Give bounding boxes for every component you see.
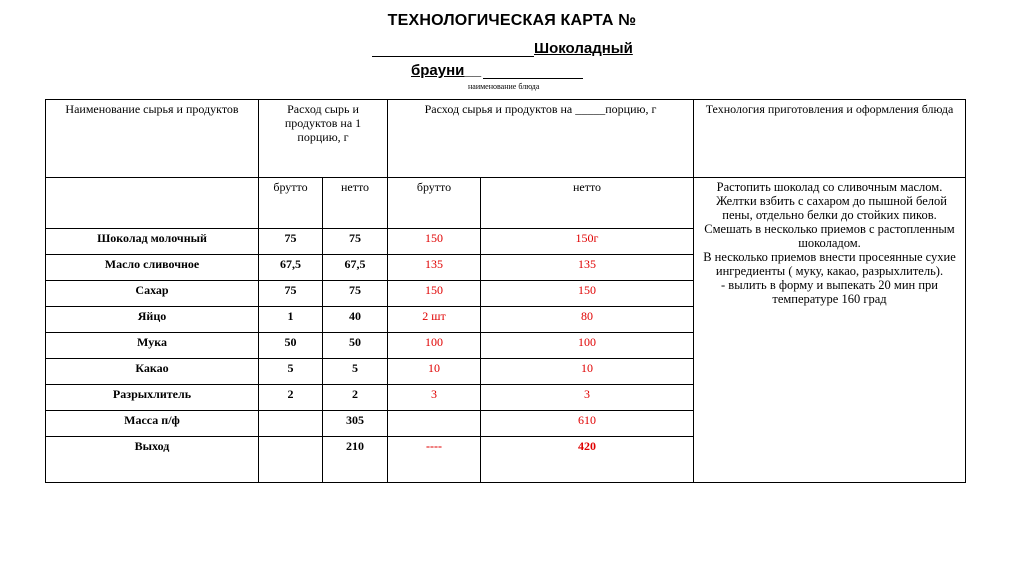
netto-per-one: 50: [323, 333, 388, 359]
brutto-per-one: [259, 437, 323, 483]
netto-per-one: 75: [323, 229, 388, 255]
brutto-per-one: 75: [259, 229, 323, 255]
netto-per-one: 5: [323, 359, 388, 385]
ingredient-name: Выход: [46, 437, 259, 483]
subheader-row: [46, 178, 966, 229]
brutto-per-one: 1: [259, 307, 323, 333]
brutto-per-n: 150: [388, 229, 481, 255]
netto-per-n: 420: [481, 437, 694, 483]
subheader-brutto-2: брутто: [388, 178, 481, 229]
dish-name-line-2: [411, 62, 583, 79]
netto-per-n: 150: [481, 281, 694, 307]
technology-step-3: В несколько приемов внести просеянные сухие ингредиенты ( муку, какао, разрыхлитель).: [703, 250, 956, 278]
brutto-per-n: [388, 411, 481, 437]
ingredient-name: Какао: [46, 359, 259, 385]
netto-per-n: 135: [481, 255, 694, 281]
header-per-n: Расход сырья и продуктов на _____порцию, г: [388, 100, 694, 178]
technology-step-1: Растопить шоколад со сливочным маслом.: [716, 180, 943, 194]
brutto-per-one: 5: [259, 359, 323, 385]
netto-per-one: 67,5: [323, 255, 388, 281]
ingredient-name: Разрыхлитель: [46, 385, 259, 411]
brutto-per-one: 67,5: [259, 255, 323, 281]
ingredient-name: Шоколад молочный: [46, 229, 259, 255]
technology-step-2: Желтки взбить с сахаром до пышной белой пены, отдельно белки до стойких пиков. Смешать в несколько приемов с растопленным шоколадом.: [704, 194, 955, 250]
netto-per-one: 75: [323, 281, 388, 307]
technology-text: [694, 178, 966, 483]
header-ingredient: Наименование сырья и продуктов: [46, 100, 259, 178]
ingredient-name: Сахар: [46, 281, 259, 307]
subheader-netto-1: нетто: [323, 178, 388, 229]
netto-per-one: 210: [323, 437, 388, 483]
netto-per-n: 10: [481, 359, 694, 385]
netto-per-one: 2: [323, 385, 388, 411]
header-technology: Технология приготовления и оформления блюда: [694, 100, 966, 178]
dish-name-caption: наименование блюда: [468, 82, 540, 91]
netto-per-one: 305: [323, 411, 388, 437]
dish-name-part-2: брауни: [411, 62, 465, 79]
netto-per-n: 3: [481, 385, 694, 411]
dish-name-line-1: [372, 40, 633, 57]
subheader-empty: [46, 178, 259, 229]
brutto-per-one: 2: [259, 385, 323, 411]
dish-name-blank: [372, 42, 534, 57]
brutto-per-n: 3: [388, 385, 481, 411]
netto-per-n: 150г: [481, 229, 694, 255]
brutto-per-n: 10: [388, 359, 481, 385]
dish-name-tail-line: [483, 66, 583, 79]
brutto-per-n: 150: [388, 281, 481, 307]
brutto-per-one: 75: [259, 281, 323, 307]
brutto-per-n: 100: [388, 333, 481, 359]
netto-per-n: 100: [481, 333, 694, 359]
dish-name-part-1: Шоколадный: [534, 40, 633, 57]
header-per-one: Расход сырь и продуктов на 1 порцию, г: [259, 100, 388, 178]
subheader-brutto-1: брутто: [259, 178, 323, 229]
netto-per-n: 610: [481, 411, 694, 437]
brutto-per-n: 2 шт: [388, 307, 481, 333]
brutto-per-one: [259, 411, 323, 437]
header-row: [46, 100, 966, 178]
ingredient-name: Мука: [46, 333, 259, 359]
technology-step-4: - вылить в форму и выпекать 20 мин при температуре 160 град: [721, 278, 938, 306]
brutto-per-n: ----: [388, 437, 481, 483]
brutto-per-n: 135: [388, 255, 481, 281]
ingredient-name: Масло сливочное: [46, 255, 259, 281]
page-title: ТЕХНОЛОГИЧЕСКАЯ КАРТА №: [387, 12, 637, 29]
netto-per-one: 40: [323, 307, 388, 333]
tech-card-table: [45, 99, 966, 483]
dish-name-underscores: __: [464, 62, 482, 79]
netto-per-n: 80: [481, 307, 694, 333]
subheader-netto-2: нетто: [481, 178, 694, 229]
ingredient-name: Масса п/ф: [46, 411, 259, 437]
ingredient-name: Яйцо: [46, 307, 259, 333]
brutto-per-one: 50: [259, 333, 323, 359]
